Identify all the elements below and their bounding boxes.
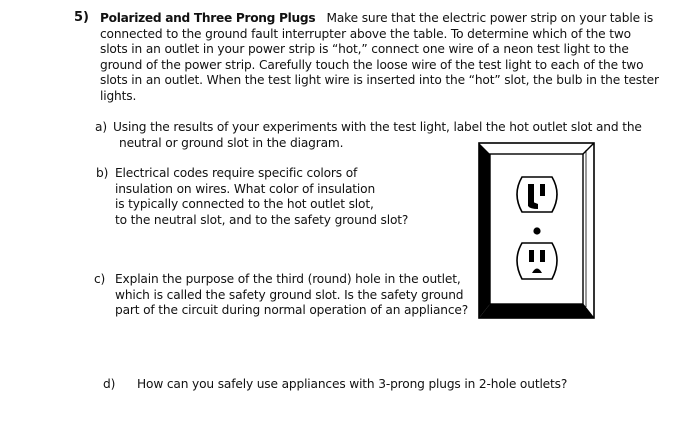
question-intro	[100, 11, 659, 105]
part-a-line-0: Using the results of your experiments with the test light, label the hot outlet slot and the	[113, 120, 642, 134]
part-b-line-3: to the neutral slot, and to the safety ground slot?	[115, 212, 409, 227]
part-b-line-0: Electrical codes require specific colors of	[115, 166, 358, 180]
intro-line-2: slots in an outlet in your power strip is “hot,” connect one wire of a neon test light to the	[100, 42, 629, 57]
part-b-line-2: is typically connected to the hot outlet slot,	[115, 197, 374, 212]
intro-line-4: slots in an outlet. When the test light wire is inserted into the “hot” slot, the bulb in the tester	[100, 73, 659, 88]
part-a-label: a)	[95, 120, 107, 134]
part-c-line-2: part of the circuit during normal operation of an appliance?	[115, 303, 469, 318]
question-number: 5)	[74, 10, 89, 25]
intro-line-3: ground of the power strip. Carefully touch the loose wire of the test light to each of the two	[100, 57, 644, 72]
part-d-line-0: How can you safely use appliances with 3-prong plugs in 2-hole outlets?	[137, 377, 568, 391]
part-b-label: b)	[96, 166, 109, 180]
part-d-label: d)	[103, 377, 116, 391]
part-c-label: c)	[94, 272, 106, 286]
outlet-diagram	[478, 142, 596, 320]
part-b-text	[115, 166, 408, 228]
top-receptacle-icon	[517, 177, 557, 212]
part-b-line-1: insulation on wires. What color of insulation	[115, 181, 376, 196]
part-c-line-0: Explain the purpose of the third (round) hole in the outlet,	[115, 272, 461, 286]
intro-line-5: lights.	[100, 88, 137, 103]
intro-line-1: connected to the ground fault interrupter above the table. To determine which of the two	[100, 26, 631, 41]
part-c-text	[115, 272, 468, 319]
bottom-receptacle-icon	[517, 243, 557, 279]
intro-line-0: Make sure that the electric power strip on your table is	[326, 11, 654, 25]
question-title: Polarized and Three Prong Plugs	[100, 11, 316, 25]
part-a-line-1: neutral or ground slot in the diagram.	[119, 135, 344, 150]
part-c-line-1: which is called the safety ground slot. Is the safety ground	[115, 287, 464, 302]
center-screw-icon	[533, 227, 540, 234]
